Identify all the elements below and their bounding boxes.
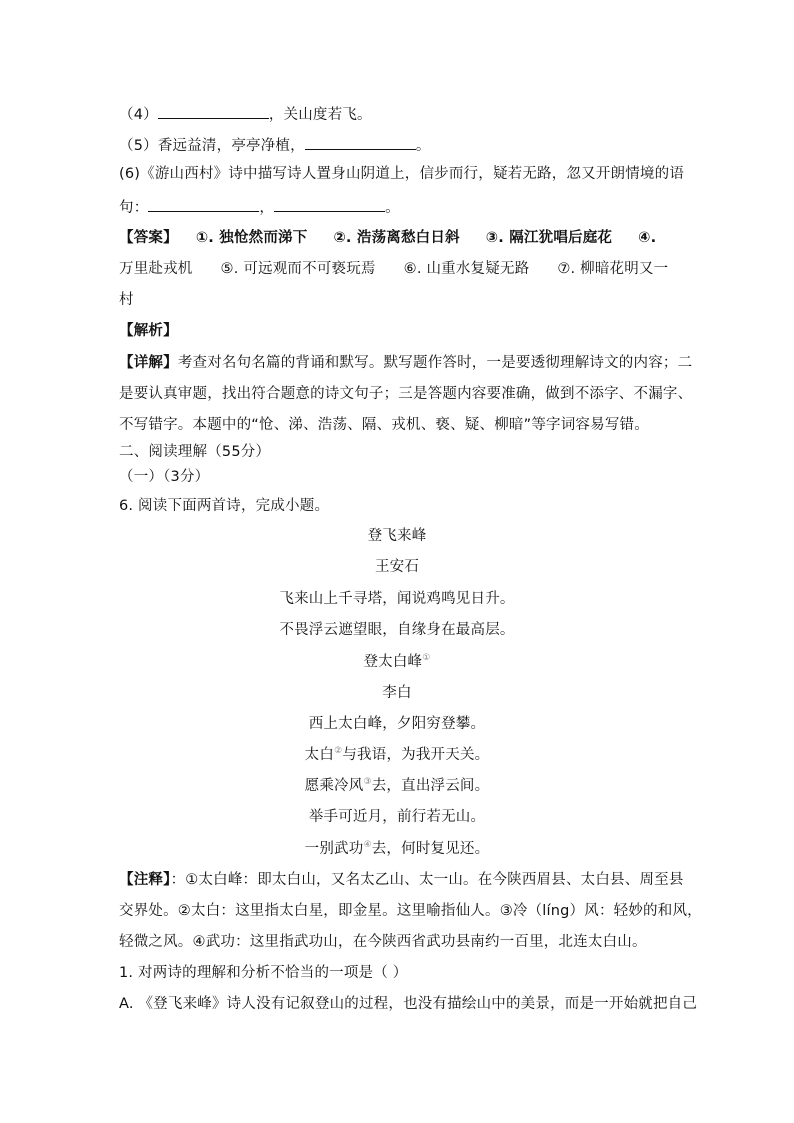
answer-item: ①. 独怆然而涕下 [195, 230, 308, 246]
poem-text: 去，直出浮云间。 [371, 778, 490, 794]
analysis-line3: 不写错字。本题中的“怆、涕、浩荡、隔、戎机、亵、疑、柳暗”等字词容易写错。 [119, 417, 649, 433]
question-6-line2 [119, 196, 400, 218]
answer-item: ②. 浩荡离愁白日斜 [333, 230, 460, 246]
notes-text: ：①太白峰：即太白山，又名太乙山、太一山。在今陕西眉县、太白县、周至县 [170, 872, 684, 888]
answer-line1 [119, 228, 674, 248]
poem2-title [0, 652, 794, 672]
answer-line2 [119, 259, 668, 279]
question-5 [119, 134, 431, 156]
answer-blank [274, 196, 385, 212]
poem1-line: 不畏浮云遮望眼，自缘身在最高层。 [279, 622, 515, 638]
detail-label: 【详解】 [119, 355, 178, 371]
poem2-line: 西上太白峰，夕阳穷登攀。 [308, 716, 486, 732]
answer-line3 [119, 290, 134, 310]
footnote-marker: ③ [363, 777, 372, 787]
footnote-marker: ① [422, 653, 431, 663]
footnote-marker: ② [334, 746, 343, 756]
question-text: 。 [385, 200, 400, 216]
answer-item: ③. 隔江犹唱后庭花 [485, 230, 613, 246]
poem2-line: 举手可近月，前行若无山。 [308, 809, 486, 825]
question-text: ， [259, 200, 275, 216]
poem-text: 一别武功 [304, 841, 364, 857]
poem-text: 去，何时复见还。 [371, 841, 490, 857]
poem1-line: 飞来山上千寻塔，闻说鸡鸣见日升。 [279, 591, 515, 607]
analysis-text: 考查对名句名篇的背诵和默写。默写题作答时，一是要透彻理解诗文的内容；二 [177, 355, 693, 371]
question-4 [119, 103, 372, 125]
poem1-title: 登飞来峰 [367, 528, 427, 544]
question-1: 1. 对两诗的理解和分析不恰当的一项是（ ） [119, 965, 408, 981]
analysis-line1 [119, 353, 692, 373]
notes-label: 【注释】 [119, 872, 171, 888]
poem2-title-text: 登太白峰 [363, 654, 423, 670]
answer-item: ⑥. 山重水复疑无路 [403, 261, 530, 277]
question-number: （5） [119, 138, 158, 154]
question-6-line1 [119, 164, 684, 184]
notes-line3: 轻微之风。④武功：这里指武功山，在今陕西省武功县南约一百里，北连太白山。 [119, 934, 647, 950]
poem2-line [0, 745, 794, 765]
poem2-line [0, 839, 794, 859]
question-number: (6) [119, 166, 141, 182]
question-number: （4） [119, 107, 158, 123]
notes-line2: 交界处。②太白：这里指太白星，即金星。这里喻指仙人。③冷（líng）风：轻妙的和风， [119, 903, 702, 919]
poem-text: 与我语，为我开天关。 [342, 747, 490, 763]
question-text: 。 [415, 138, 431, 154]
answer-blank [148, 196, 259, 212]
answer-item: ④. [638, 230, 657, 246]
poem-text: 愿乘冷风 [304, 778, 364, 794]
poem2-line [0, 776, 794, 796]
answer-item: 村 [119, 292, 134, 308]
notes-line1 [119, 870, 684, 890]
poem2-author: 李白 [382, 685, 412, 701]
analysis-label: 【解析】 [119, 323, 178, 339]
reading-prompt: 6. 阅读下面两首诗，完成小题。 [119, 498, 330, 514]
footnote-marker: ④ [363, 840, 372, 850]
answer-blank [305, 134, 416, 150]
poem1-author: 王安石 [374, 559, 420, 575]
analysis-line2: 是要认真审题，找出符合题意的诗文句子；三是答题内容要准确，做到不添字、不漏字、 [119, 386, 693, 402]
question-text: 《游山西村》诗中描写诗人置身山阴道上，信步而行，疑若无路，忽又开朗情境的语 [140, 166, 685, 182]
section-title: 二、阅读理解（55分） [119, 444, 271, 460]
answer-blank [158, 103, 269, 119]
question-text: 句： [119, 200, 149, 216]
option-a: A. 《登飞来峰》诗人没有记叙登山的过程，也没有描绘山中的美景，而是一开始就把自己 [119, 996, 698, 1012]
answer-label: 【答案】 [119, 230, 178, 246]
section-subtitle: （一）（3分） [119, 469, 210, 485]
answer-item: ⑦. 柳暗花明又一 [557, 261, 669, 277]
poem-text: 太白 [304, 747, 335, 763]
question-text: 香远益清，亭亭净植， [157, 138, 305, 154]
answer-item: 万里赴戎机 [119, 261, 193, 277]
question-text: ，关山度若飞。 [268, 107, 372, 123]
answer-item: ⑤. 可远观而不可亵玩焉 [220, 261, 376, 277]
